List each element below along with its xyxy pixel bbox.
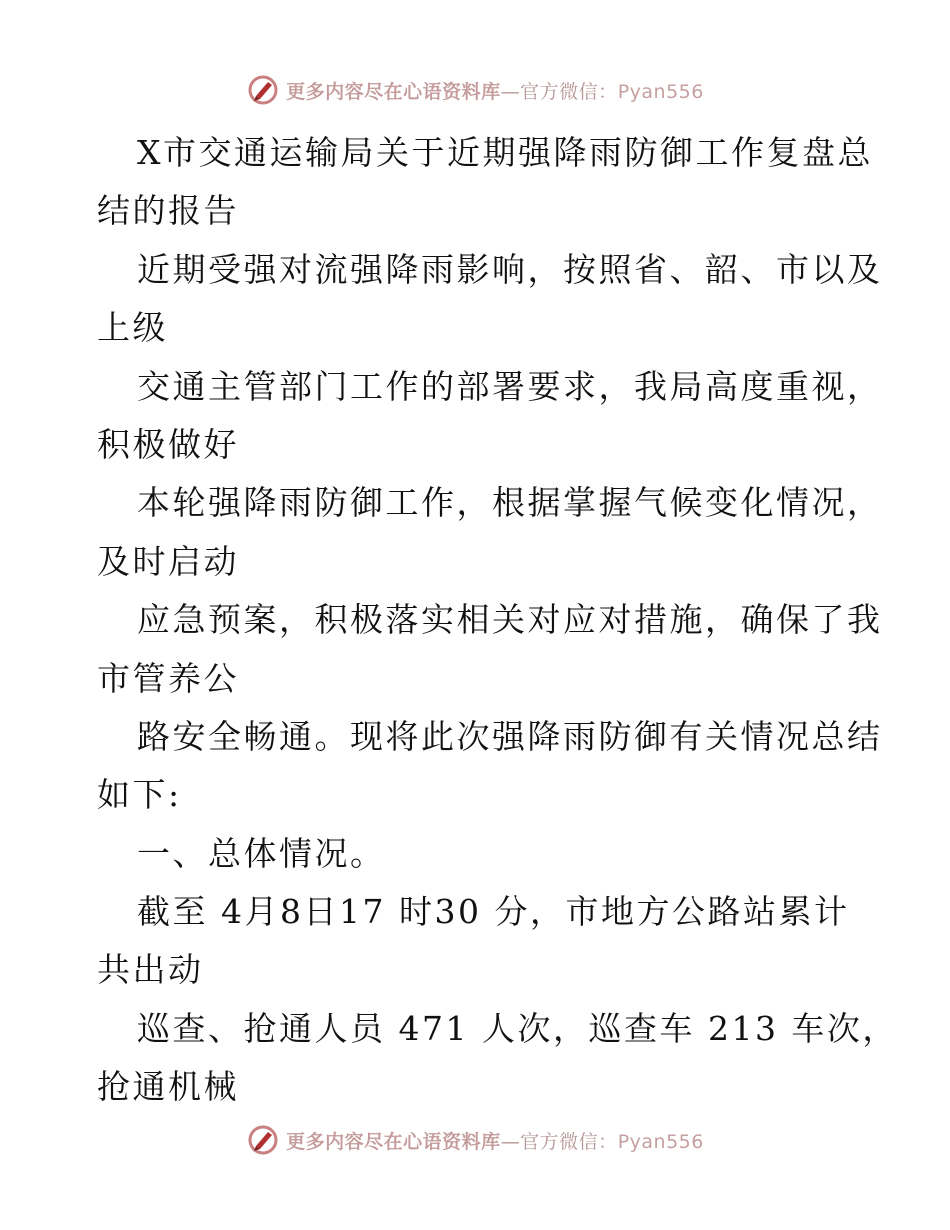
section-heading: 一、总体情况。 [137, 833, 386, 873]
doc-line: 结的报告 [97, 191, 239, 231]
doc-line: 巡查、抢通人员 471 人次，巡查车 213 车次， [137, 1008, 898, 1048]
watermark-separator: —官方微信： [500, 1130, 618, 1153]
document-body [97, 124, 898, 1117]
doc-line: 积极做好 [97, 424, 239, 464]
doc-line: 及时启动 [97, 541, 239, 581]
footer-watermark [0, 1122, 950, 1158]
doc-line: 近期受强对流强降雨影响，按照省、韶、市以及 [137, 249, 883, 289]
doc-line: 截至 4月8日17 时30 分，市地方公路站累计 [137, 892, 850, 932]
doc-line: 应急预案，积极落实相关对应对措施，确保了我 [137, 600, 883, 640]
watermark-text [286, 1127, 704, 1154]
doc-line: 本轮强降雨防御工作，根据掌握气候变化情况， [137, 483, 883, 523]
watermark-main: 更多内容尽在心语资料库 [286, 1130, 501, 1153]
pen-logo-icon [246, 73, 280, 107]
watermark-separator: —官方微信： [500, 80, 618, 103]
doc-line: 共出动 [97, 950, 204, 990]
doc-line: 上级 [97, 308, 168, 348]
doc-line: X市交通运输局关于近期强降雨防御工作复盘总 [137, 133, 873, 172]
watermark-text [286, 77, 704, 104]
watermark-main: 更多内容尽在心语资料库 [286, 80, 501, 103]
header-watermark [0, 72, 950, 108]
watermark-id: Pyan556 [617, 1130, 704, 1153]
pen-logo-icon [246, 1123, 280, 1157]
doc-line: 市管养公 [97, 658, 239, 698]
doc-line: 抢通机械 [97, 1067, 239, 1107]
doc-line: 交通主管部门工作的部署要求，我局高度重视， [137, 366, 883, 406]
doc-line: 如下: [97, 775, 182, 815]
doc-line: 路安全畅通。现将此次强降雨防御有关情况总结 [137, 716, 883, 756]
watermark-id: Pyan556 [617, 80, 704, 103]
